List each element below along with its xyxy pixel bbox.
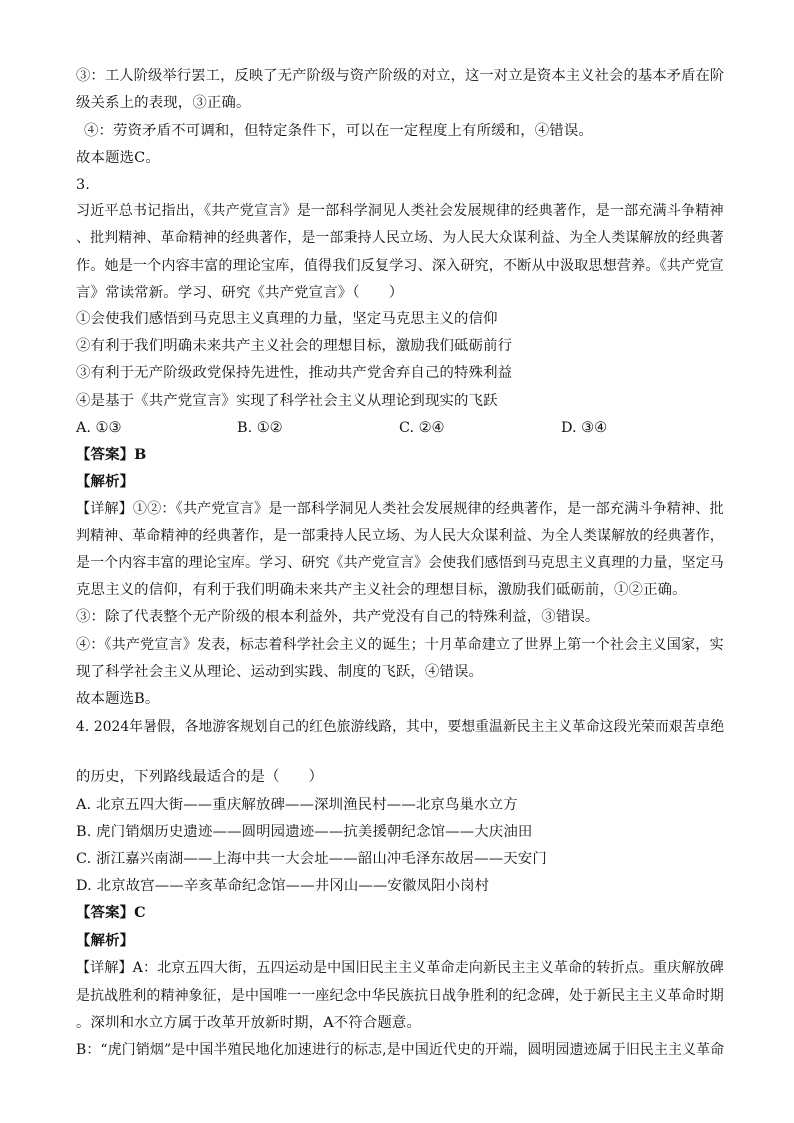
q3-statement: ②有利于我们明确未来共产主义社会的理想目标，激励我们砥砺前行 [76,338,513,354]
q4-answer: 【答案】C [76,904,146,921]
q3-detail-line: 是一个内容丰富的理论宝库。学习、研究《共产党宣言》会使我们感悟到马克思主义真理的力量，坚定马 [76,555,724,571]
q3-number: 3. [76,177,91,193]
q2-statement-3-cont: 级关系上的表现，③正确。 [76,95,251,111]
q3-option-b: B. ①② [237,420,283,436]
q4-detail-line: 是抗战胜利的精神象征，是中国唯一一座纪念中华民族抗日战争胜利的纪念碑，处于新民主主义革命时期 [76,988,724,1004]
q3-statement: ④是基于《共产党宣言》实现了科学社会主义从理论到现实的飞跃 [76,393,498,409]
q4-option-c: C. 浙江嘉兴南湖——上海中共一大会址——韶山冲毛泽东故居——天安门 [76,851,547,867]
q3-conclusion: 故本题选B。 [76,691,160,707]
q4-option-d: D. 北京故宫——辛亥革命纪念馆——井冈山——安徽凤阳小岗村 [76,878,490,894]
q3-detail-line: 判精神、革命精神的经典著作，是一部秉持人民立场、为人民大众谋利益、为全人类谋解放的经典著作， [76,528,724,544]
q3-answer: 【答案】B [76,446,147,463]
q4-analysis-heading: 【解析】 [76,932,135,949]
q3-detail-line: ④：《共产党宣言》发表，标志着科学社会主义的诞生；十月革命建立了世界上第一个社会主义国家，实 [76,637,724,653]
q2-statement-4: ④：劳资矛盾不可调和，但特定条件下，可以在一定程度上有所缓和，④错误。 [84,123,593,139]
q3-option-a: A. ①③ [76,420,122,436]
q3-detail-line: 现了科学社会主义从理论、运动到实践、制度的飞跃，④错误。 [76,664,484,680]
q3-option-d: D. ③④ [561,420,607,436]
q3-detail-line: 【详解】①②：《共产党宣言》是一部科学洞见人类社会发展规律的经典著作，是一部充满斗争精神、批 [76,501,724,517]
q4-option-b: B. 虎门销烟历史遗迹——圆明园遗迹——抗美援朝纪念馆——大庆油田 [76,824,533,840]
q3-option-c: C. ②④ [399,420,445,436]
q3-stem-line: 习近平总书记指出，《共产党宣言》是一部科学洞见人类社会发展规律的经典著作，是一部充满斗争精神 [76,203,724,219]
q3-stem-line: 、批判精神、革命精神的经典著作，是一部秉持人民立场、为人民大众谋利益、为全人类谋解放的经典著 [76,230,724,246]
q4-option-a: A. 北京五四大街——重庆解放碑——深圳渔民村——北京鸟巢水立方 [76,797,518,813]
q2-statement-3: ③：工人阶级举行罢工，反映了无产阶级与资产阶级的对立，这一对立是资本主义社会的基本矛盾在阶 [76,68,725,84]
q3-stem-line: 言》常读常新。学习、研究《共产党宣言》（ ） [76,285,404,301]
q4-stem-line: 的历史，下列路线最适合的是（ ） [76,769,324,785]
q3-detail-line: ③：除了代表整个无产阶级的根本利益外，共产党没有自己的特殊利益，③错误。 [76,609,600,625]
q4-detail-line: B：“虎门销烟”是中国半殖民地化加速进行的标志,是中国近代史的开端，圆明园遗迹属于旧民主主义革命 [76,1042,725,1058]
q3-statement: ①会使我们感悟到马克思主义真理的力量，坚定马克思主义的信仰 [76,311,498,327]
q3-statement: ③有利于无产阶级政党保持先进性，推动共产党舍弃自己的特殊利益 [76,365,513,381]
q4-stem-line: 4. 2024年暑假，各地游客规划自己的红色旅游线路，其中，要想重温新民主主义革命这段光荣而艰苦卓绝 [76,719,725,735]
q4-detail-line: 【详解】A：北京五四大街，五四运动是中国旧民主主义革命走向新民主主义革命的转折点。重庆解放碑 [76,960,724,976]
q2-conclusion: 故本题选C。 [76,150,160,166]
q3-detail-line: 克思主义的信仰，有利于我们明确未来共产主义社会的理想目标，激励我们砥砺前，①②正确。 [76,582,687,598]
q4-detail-line: 。深圳和水立方属于改革开放新时期，A不符合题意。 [76,1015,421,1031]
q3-stem-line: 作。她是一个内容丰富的理论宝库，值得我们反复学习、深入研究，不断从中汲取思想营养。《共产党宣 [76,258,724,274]
q3-analysis-heading: 【解析】 [76,473,135,490]
